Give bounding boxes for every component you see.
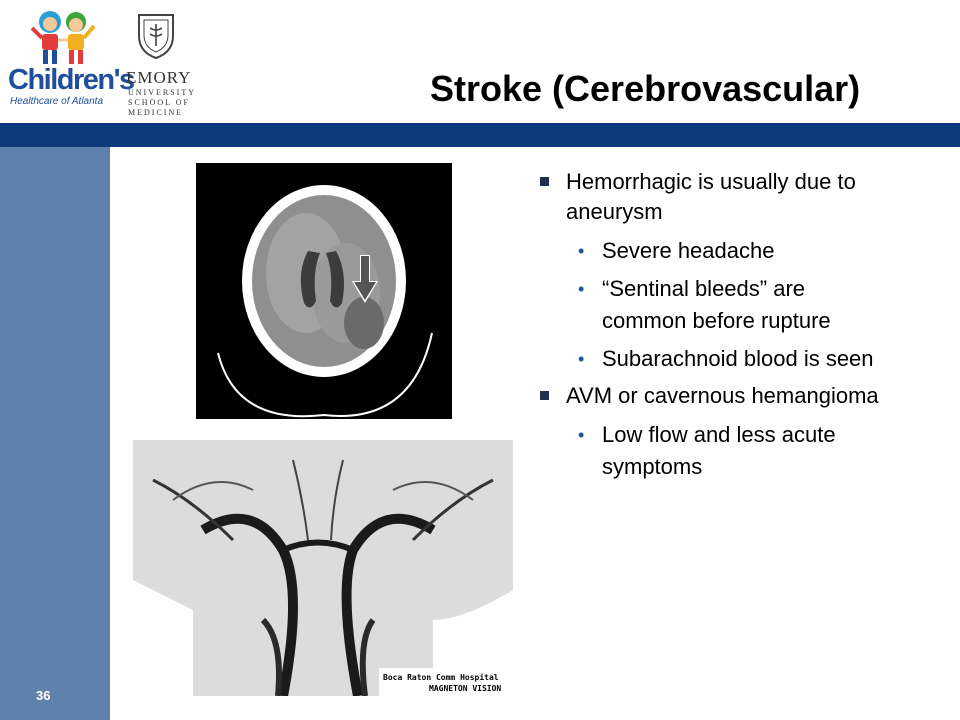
bullet-text: Hemorrhagic is usually due to aneurysm: [566, 169, 856, 224]
angiogram-image: [133, 440, 515, 696]
slide-number: 36: [36, 688, 51, 703]
emory-medicine-logo: [124, 10, 196, 117]
square-bullet-icon: [540, 391, 549, 400]
emory-shield-icon: [136, 12, 176, 60]
sub-bullet-low-flow: [576, 419, 940, 483]
sub-bullet-text: Low flow and less acute symptoms: [602, 422, 836, 479]
bullet-list: [540, 167, 940, 489]
dot-bullet-icon: •: [578, 241, 585, 261]
sub-bullet-text: Subarachnoid blood is seen: [602, 346, 874, 371]
bullet-text: AVM or cavernous hemangioma: [566, 383, 879, 408]
childrens-logo-subtitle: Healthcare of Atlanta: [10, 96, 104, 107]
dot-bullet-icon: •: [578, 425, 585, 445]
square-bullet-icon: [540, 177, 549, 186]
slide-title: Stroke (Cerebrovascular): [430, 68, 861, 109]
bullet-hemorrhagic: [540, 167, 940, 227]
sub-bullet-subarachnoid: [576, 343, 940, 375]
emory-logo-line-university: UNIVERSITY: [128, 88, 196, 97]
dot-bullet-icon: •: [578, 279, 585, 299]
angiogram-caption-scanner: MAGNETON VISION: [429, 684, 502, 693]
header-bar: [0, 123, 960, 147]
sub-bullet-headache: [576, 235, 940, 267]
emory-logo-name: EMORY: [126, 68, 192, 87]
emory-logo-line-medicine: MEDICINE: [128, 108, 184, 117]
childrens-kids-icon: [28, 8, 98, 70]
childrens-healthcare-logo: [6, 8, 134, 108]
sub-bullet-text: “Sentinal bleeds” are common before rupture: [602, 276, 831, 333]
side-bar: [0, 147, 110, 720]
sub-bullet-text: Severe headache: [602, 238, 775, 263]
childrens-logo-name: Children's: [8, 64, 134, 96]
ct-scan-image: [196, 163, 452, 419]
dot-bullet-icon: •: [578, 349, 585, 369]
bullet-avm: [540, 381, 940, 411]
sub-bullet-sentinal-bleeds: [576, 273, 940, 337]
emory-logo-line-school: SCHOOL OF: [128, 98, 190, 107]
angiogram-caption-hospital: Boca Raton Comm Hospital: [383, 673, 499, 682]
